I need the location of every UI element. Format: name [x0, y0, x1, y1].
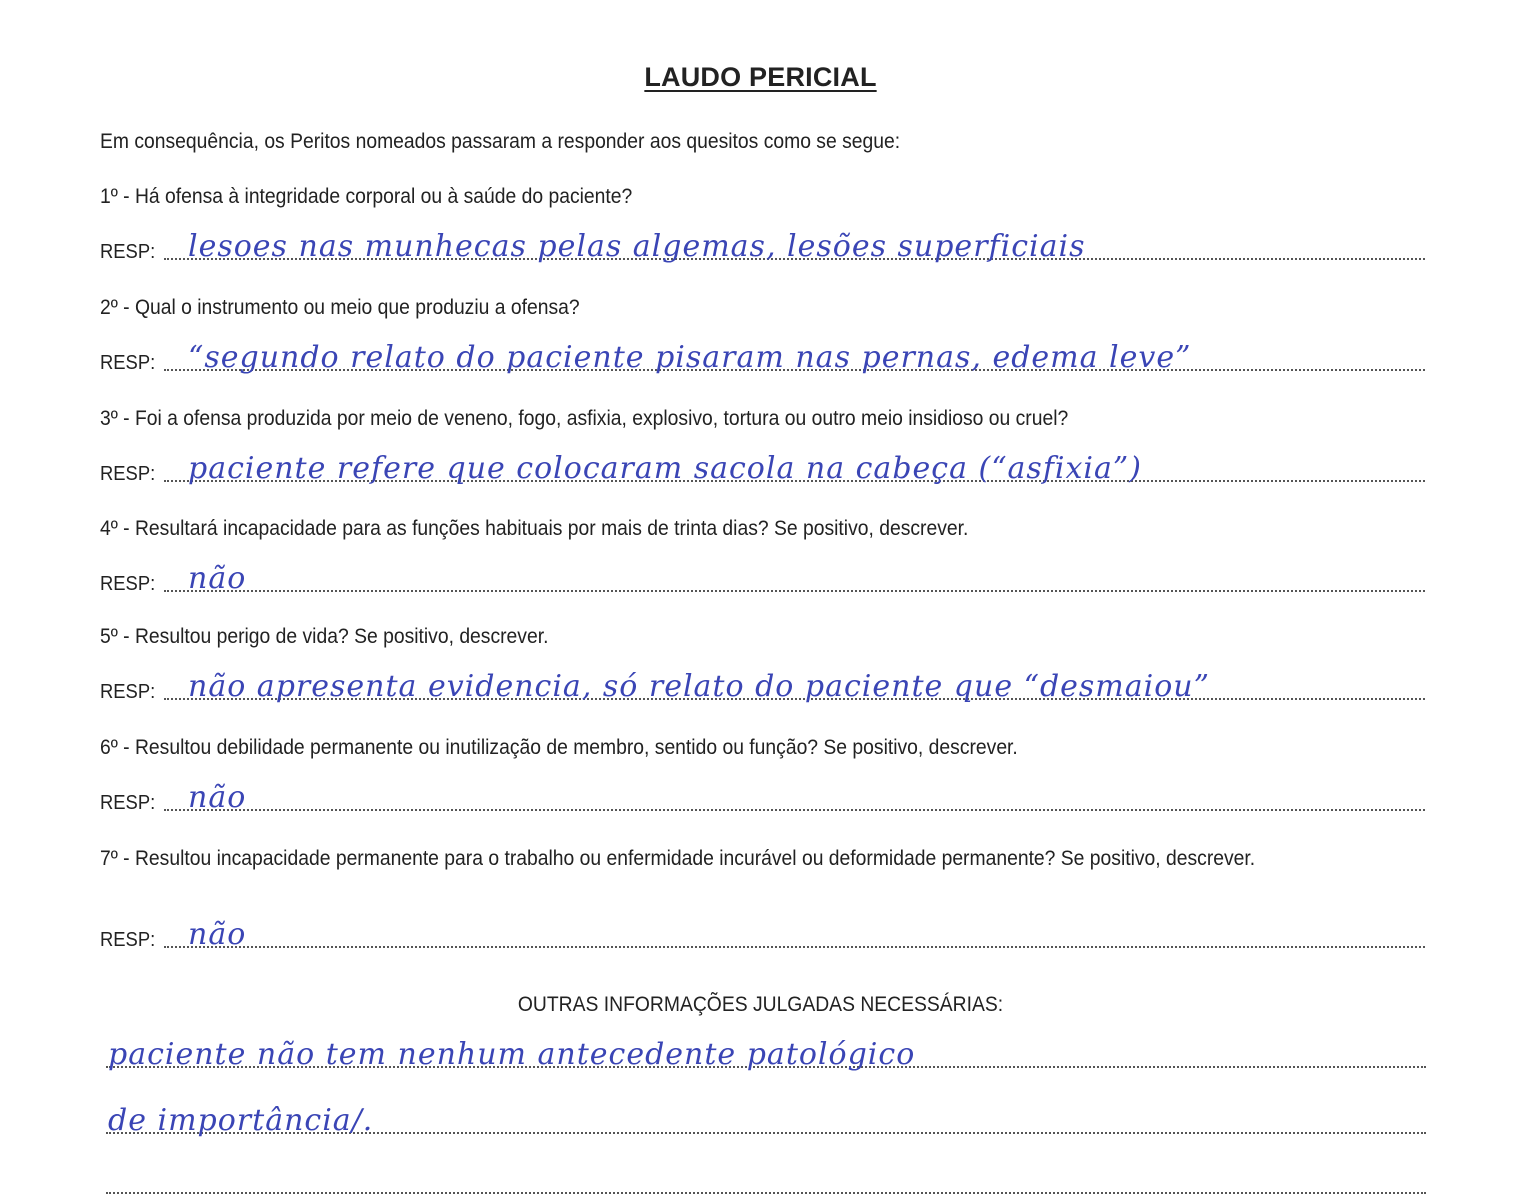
question-2: 2º - Qual o instrumento ou meio que produziu a ofensa?: [100, 296, 580, 319]
answer-4: não: [188, 561, 247, 596]
response-row-7: [100, 910, 1425, 954]
question-4: 4º - Resultará incapacidade para as funções habituais por mais de trinta dias? Se positivo, descrever.: [100, 517, 969, 540]
question-5: 5º - Resultou perigo de vida? Se positivo, descrever.: [100, 625, 549, 648]
other-info-text-2: de importância/.: [108, 1103, 374, 1138]
resp-label: RESP:: [100, 792, 156, 814]
other-info-line-1: [106, 1028, 1426, 1074]
answer-7: não: [188, 917, 247, 952]
response-row-3: [100, 444, 1425, 488]
question-1: 1º - Há ofensa à integridade corporal ou à saúde do paciente?: [100, 185, 633, 208]
response-row-2: [100, 333, 1425, 377]
dotted-line: [164, 809, 1425, 811]
response-row-1: [100, 222, 1425, 266]
response-row-5: [100, 662, 1425, 706]
resp-label: RESP:: [100, 241, 156, 263]
other-info-line-2: [106, 1094, 1426, 1140]
resp-label: RESP:: [100, 681, 156, 703]
dotted-line: [164, 590, 1425, 592]
answer-2: “segundo relato do paciente pisaram nas pernas, edema leve”: [188, 340, 1192, 375]
other-info-line-3: [106, 1154, 1426, 1200]
other-info-title: OUTRAS INFORMAÇÕES JULGADAS NECESSÁRIAS:: [517, 993, 1004, 1016]
answer-6: não: [188, 780, 247, 815]
resp-label: RESP:: [100, 352, 156, 374]
resp-label: RESP:: [100, 929, 156, 951]
other-info-text-1: paciente não tem nenhum antecedente patológico: [108, 1037, 916, 1072]
resp-label: RESP:: [100, 573, 156, 595]
answer-1: lesoes nas munhecas pelas algemas, lesões superficiais: [188, 229, 1086, 264]
answer-5: não apresenta evidencia, só relato do paciente que “desmaiou”: [188, 669, 1210, 704]
question-6: 6º - Resultou debilidade permanente ou inutilização de membro, sentido ou função? Se positivo, descrever.: [100, 736, 1018, 759]
intro-text: Em consequência, os Peritos nomeados passaram a responder aos quesitos como se segue:: [100, 130, 901, 153]
response-row-6: [100, 773, 1425, 817]
document-title: LAUDO PERICIAL: [644, 62, 877, 92]
dotted-line: [164, 946, 1425, 948]
resp-label: RESP:: [100, 463, 156, 485]
question-7: 7º - Resultou incapacidade permanente para o trabalho ou enfermidade incurável ou deformidade permanente? Se positivo, descrever.: [100, 847, 1256, 870]
answer-3: paciente refere que colocaram sacola na cabeça (“asfixia”): [188, 451, 1142, 486]
question-3: 3º - Foi a ofensa produzida por meio de veneno, fogo, asfixia, explosivo, tortura ou outro meio insidioso ou cruel?: [100, 407, 1069, 430]
dotted-line: [106, 1192, 1426, 1194]
response-row-4: [100, 554, 1425, 598]
